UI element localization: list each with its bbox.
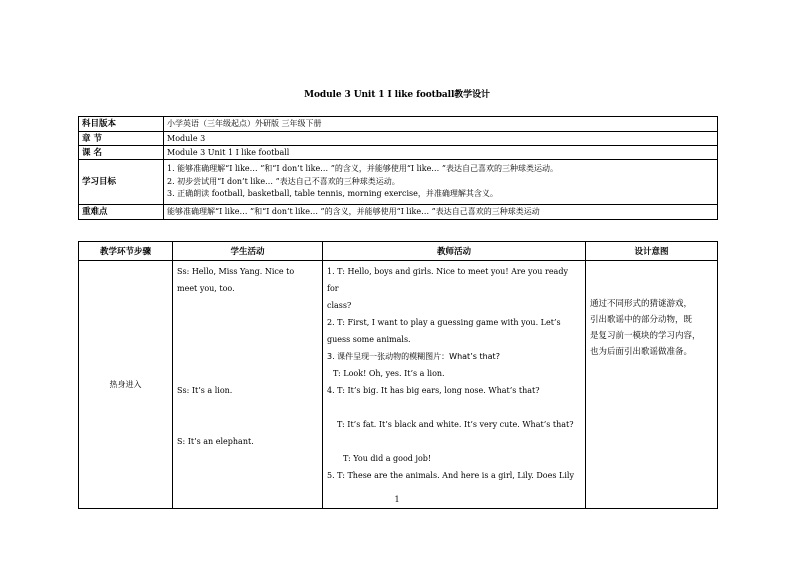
info-label: 科目版本 — [79, 117, 164, 132]
student-line: Ss: Hello, Miss Yang. Nice to — [177, 267, 295, 276]
stage-cell: 热身进入 — [79, 261, 173, 509]
plan-header-row — [79, 242, 718, 261]
info-row-lesson — [79, 146, 718, 160]
student-line: Ss: It’s a lion. — [177, 386, 233, 395]
info-label: 课 名 — [79, 146, 164, 160]
design-intent-cell — [586, 261, 718, 509]
header-step: 教学环节步骤 — [79, 242, 173, 261]
student-activity-cell — [173, 261, 323, 509]
intent-line: 引出歌谣中的部分动物，既 — [590, 315, 693, 325]
teacher-line: T: Look! Oh, yes. It’s a lion. — [333, 369, 445, 378]
course-info-table — [78, 116, 718, 220]
teacher-line: 5. T: These are the animals. And here is a girl, Lily. Does Lily — [327, 471, 574, 480]
objective-line: 3. 正确朗读 football, basketball, table tennis, morning exercise，并准确理解其含义。 — [167, 189, 498, 199]
info-row-chapter — [79, 132, 718, 146]
teacher-line: class? — [327, 301, 352, 310]
info-label: 重难点 — [79, 205, 164, 220]
info-row-objectives — [79, 160, 718, 205]
document-title: Module 3 Unit 1 I like football教学设计 — [304, 90, 490, 100]
teacher-line: T: It’s fat. It’s black and white. It’s very cute. What’s that? — [337, 420, 574, 429]
info-label: 学习目标 — [79, 160, 164, 205]
header-teacher: 教师活动 — [323, 242, 586, 261]
info-value: Module 3 — [164, 132, 718, 146]
student-line: meet you, too. — [177, 284, 235, 293]
info-row-key-points — [79, 205, 718, 220]
header-intent: 设计意图 — [586, 242, 718, 261]
objective-line: 2. 初步尝试用“I don’t like… ”表达自己不喜欢的三种球类运动。 — [167, 176, 400, 186]
header-student: 学生活动 — [173, 242, 323, 261]
teacher-line: 2. T: First, I want to play a guessing game with you. Let’s — [327, 318, 561, 327]
objective-line: 1. 能够准确理解“I like… ”和“I don’t like… ”的含义，并能够使用“I like… ”表达自己喜欢的三种球类运动。 — [167, 164, 558, 174]
teacher-activity-cell — [323, 261, 586, 509]
info-row-subject — [79, 117, 718, 132]
objectives-cell — [164, 160, 718, 205]
info-value: 小学英语（三年级起点）外研版 三年级下册 — [164, 117, 718, 132]
intent-line: 通过不同形式的猜谜游戏， — [590, 299, 693, 309]
info-value: Module 3 Unit 1 I like football — [164, 146, 718, 160]
teacher-line: 1. T: Hello, boys and girls. Nice to meet you! Are you ready for — [327, 267, 568, 293]
student-line: S: It’s an elephant. — [177, 437, 254, 446]
plan-row-warmup — [79, 261, 718, 509]
teacher-line: 4. T: It’s big. It has big ears, long nose. What’s that? — [327, 386, 540, 395]
teacher-line: 3. 课件呈现一张动物的模糊图片：What’s that? — [327, 352, 500, 361]
intent-line: 也为后面引出歌谣做准备。 — [590, 347, 693, 357]
teacher-line: guess some animals. — [327, 335, 411, 344]
page-number: 1 — [394, 495, 400, 504]
lesson-plan-table — [78, 241, 718, 509]
teacher-line: T: You did a good job! — [343, 454, 432, 463]
intent-line: 是复习前一模块的学习内容， — [590, 331, 701, 341]
info-label: 章 节 — [79, 132, 164, 146]
info-value: 能够准确理解“I like… ”和“I don’t like… ”的含义，并能够使用“I like… ”表达自己喜欢的三种球类运动 — [164, 205, 718, 220]
